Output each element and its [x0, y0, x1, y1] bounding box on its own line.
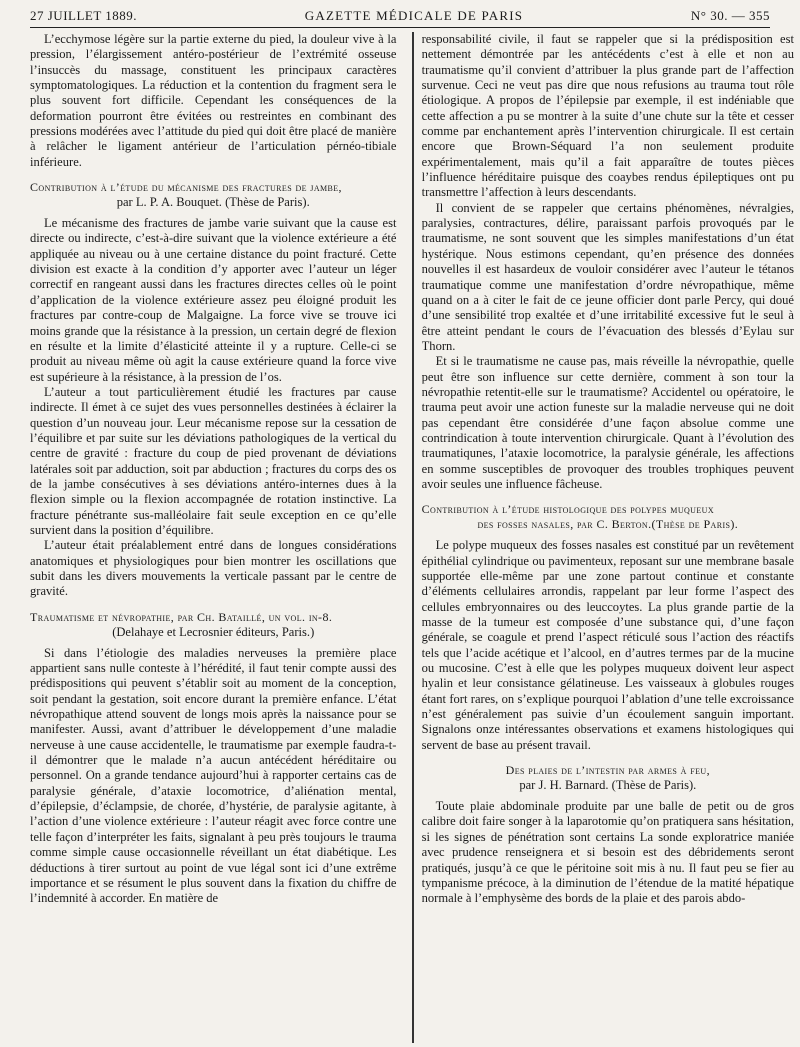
paragraph: Le mécanisme des fractures de jambe varie suivant que la cause est directe ou indirecte, c’est-à-dire suivant que la violence extérieure a été appliquée au niveau ou à une certaine distance du point fracturé. Cette division est exacte à la condition d’y apporter avec l’auteur un léger correctif en rangeant aussi dans les fractures directes celles où le point d’application de la violence extérieure assez peu éloigné produit les fractures par contre-coup de Malgaigne. La force vive se trouve ici moins grande que la résistance à la pression, un certain degré de flexion en résulte et la limite d’élasticité atteinte il y a rupture. Celle-ci se produit au niveau même où agit la cause extérieure quand la force vive est supérieure à la résistance, à la pression de l’os.: [30, 216, 397, 384]
paragraph: Toute plaie abdominale produite par une balle de petit ou de gros calibre doit faire songer à la laparotomie qu’on pratiquera sans hésitation, si les signes de pénétration sont certains La sonde exploratrice maniée avec prudence renseignera et si besoin est des débridements seront pratiqués, jusqu’à ce que le péritoine soit mis à nu. Il faut peu se fier au tympanisme précoce, à la diminution de l’étendue de la matité hépatique normale à l’emphysème des bords de la plaie et des parois abdo-: [421, 799, 794, 906]
paragraph: Il convient de se rappeler que certains phénomènes, névralgies, paralysies, contractures, délire, paraissant parfois provoqués par le traumatisme, ne sont souvent que les simples manifestations d’un état hystérique. Nous estimons cependant, qu’en présence des données nouvelles il est hasardeux de vouloir considérer avec l’auteur le tétanos traumatique comme une manifestation d’ordre névropathique, même quand on a à citer le fait de ce jeune officier dont parle Percy, qui doué d’une sensibilité trop exaltée et d’une irritabilité excessive fut le seul à être atteint pendant le cours de l’évacuation des blessés d’Eylau sur Thorn.: [421, 200, 794, 353]
title-line: (Delahaye et Lecrosnier éditeurs, Paris.): [112, 624, 315, 639]
right-column: [422, 32, 794, 1043]
article-title-berton: [422, 502, 794, 532]
columns: [30, 32, 794, 1043]
title-line: Traumatisme et névropathie, par Ch. Bataillé, un vol. in-8.: [30, 609, 333, 624]
page-header: [30, 2, 770, 28]
paragraph: Si dans l’étiologie des maladies nerveuses la première place appartient sans nulle conteste à l’hérédité, il faut tenir compte aussi des prédispositions qui peuvent s’établir soit au moment de la conception, soit pendant la gestation, soit encore durant la première enfance. L’état névropathique attend souvent de longs mois après la naissance pour se manifester. Aussi, avant d’attribuer le développement d’une maladie nerveuse à une cause accidentelle, le traumatisme par exemple faudra-t-il démontrer que le malade n’a aucun antécédent héréditaire ou personnel. On a grande tendance aujourd’hui à rapporter certains cas de paralysie générale, d’ataxie locomotrice, d’aliénation mental, d’épilepsie, d’éclampsie, de chorée, d’hystérie, de paralysie agitante, à l’action d’une violence extérieure : l’auteur réagit avec force contre une telle façon d’interpréter les faits, signalant à peu près toujours le trauma comme simple cause occasionnelle réveillant un état diabétique. Les déductions à tirer surtout au point de vue légal sont ici d’une extrême importance et se résument le plus souvent dans la fixation du chiffre de l’indemnité à accorder. En matière de: [30, 645, 397, 906]
paragraph: L’auteur était préalablement entré dans de longues considérations anatomiques et physiologiques pour bien montrer les oscillations que subit dans les divers mouvements la verticale passant par le centre de gravité.: [30, 538, 397, 599]
page-number: N° 30. — 355: [690, 8, 770, 23]
paragraph: responsabilité civile, il faut se rappeler que si la prédisposition est nettement démontrée par les antécédents c’est à elle et non au traumatisme qu’il convient d’attribuer la plus grande part de l’affection survenue. Ceci ne veut pas dire que nous refusions au trauma tout rôle étiologique. A propos de l’épilepsie par exemple, il est indéniable que cette affection a pu se montrer à la suite d’une chute sur la tête et cesser comme par enchantement après l’intervention chirurgicale. Il est certain encore que Brown-Séquard l’a non seulement produite expérimentalement, mais qu’il a fait apparaître de toutes pièces l’influence héréditaire puisque des coaybes rendus épileptiques ont pu transmettre l’affection à leurs descendants.: [421, 32, 794, 200]
journal-title: GAZETTE MÉDICALE DE PARIS: [304, 8, 524, 23]
paragraph: L’ecchymose légère sur la partie externe du pied, la douleur vive à la pression, l’élargissement antéro-postérieur de l’extrémité osseuse l’insuccès du massage, constituent les principaux caractères symptomatologiques. La réduction et la contention du fragment sera le plus souvent fort difficile. Cependant les conséquences de la deformation pourront être évitées ou restreintes en combinant des pressions modérées avec l’attitude du pied qui doit être placé de manière à relâcher le ligament antérieur de l’articulation pérnéo-tibiale inférieure.: [30, 32, 397, 169]
title-line: Des plaies de l’intestin par armes à feu,: [505, 763, 710, 778]
paragraph: Et si le traumatisme ne cause pas, mais réveille la névropathie, quelle peut être son influence sur cette dernière, comment à son tour la névropathie retentit-elle sur le traumatisme? Accidentel ou opératoire, le trauma peut avoir une action funeste sur la maladie nerveuse qui ne doit pas cependant être considérée d’une façon absolue comme une contrindication à toute intervention chirurgicale. Quant à l’évolution des traumatiqunes, l’ataxie locomotrice, la paralysie générale, les affections en somme susceptibles de provoquer des troubles trophiques peuvent avoir seules une influence fâcheuse.: [421, 354, 794, 491]
issue-date: 27 JUILLET 1889.: [30, 8, 138, 23]
left-column: [30, 32, 404, 1043]
title-line: par J. H. Barnard. (Thèse de Paris).: [519, 778, 697, 793]
article-title-bouquet: [30, 180, 396, 210]
article-title-barnard: [422, 763, 794, 793]
article-title-bataille: [30, 610, 396, 640]
title-line: Contribution à l’étude histologique des polypes muqueux: [421, 502, 714, 517]
title-line: Contribution à l’étude du mécanisme des fractures de jambe,: [30, 180, 342, 195]
title-line: des fosses nasales, par C. Berton.(Thèse de Paris).: [477, 517, 739, 532]
paragraph: Le polype muqueux des fosses nasales est constitué par un revêtement épithélial cylindrique ou pavimenteux, reposant sur une membrane basale supportée elle-même par une zone partout continue et constante d’éléments cellulaires arrondis, rappelant par leur forme l’aspect des cellules embryonnaires ou des leuccoytes. La plus grande partie de la masse de la tumeur est composée d’une substance qui, d’une façon générale, se coagule et prend l’aspect réticulé sous l’action des réactifs tels que l’acide acétique et l’alcool, en d’autres termes par de la mucine ou mucosine. C’est à elle que les polypes muqueux doivent leur aspect hyalin et leur consistance gélatineuse. Les vaisseaux à globules rouges étant fort rares, on s’explique pourquoi l’ablation d’une telle excroissance n’est généralement pas suivie d’un écoulement sanguin important. Signalons onze intéressantes observations et examens histologiques qui servent de base au présent travail.: [421, 538, 794, 752]
column-divider: [412, 32, 413, 1043]
title-line: par L. P. A. Bouquet. (Thèse de Paris).: [116, 195, 310, 210]
paragraph: L’auteur a tout particulièrement étudié les fractures par cause indirecte. Il émet à ce sujet des vues personnelles destinées à éclairer la question d’un nouveau jour. Leur mécanisme repose sur la cessation de l’équilibre et par suite sur les déviations pathologiques de la vertical du centre de gravité : fracture du coup de pied provenant de déviations latérales soit par adduction, soit par abduction ; fractures du corps des os de la jambe consécutives à ses déviations antéro-internes dues à la flexion simple ou la flexion accompagnée de rotation instinctive. La fracture pénétrante sus-malléolaire fait seule exception en ce qu’elle survient dans la position d’équilibre.: [30, 384, 397, 537]
